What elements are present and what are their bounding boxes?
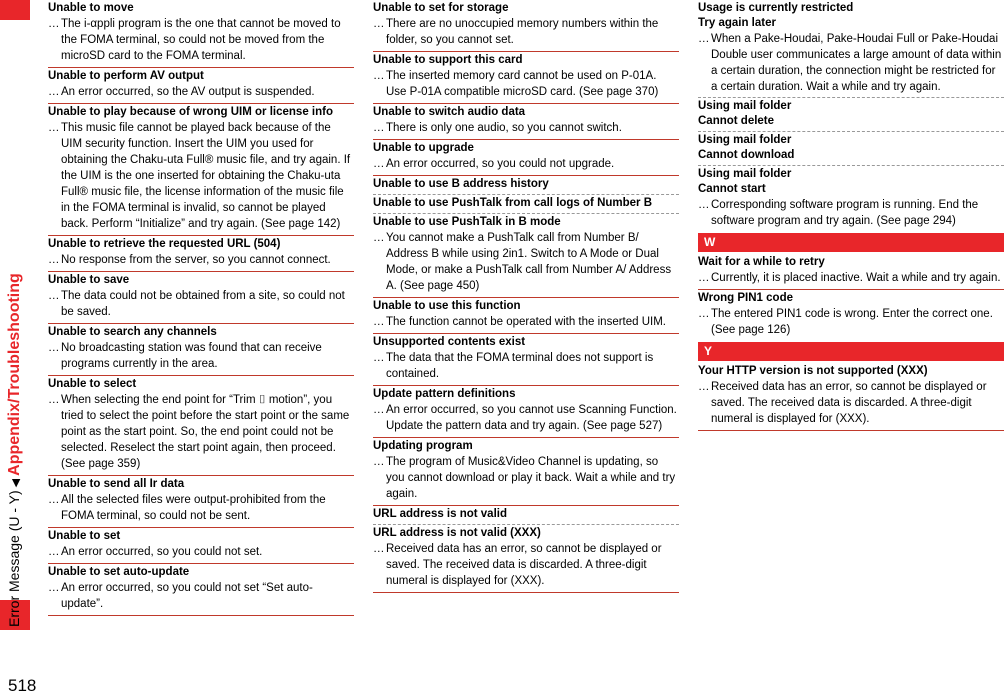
error-entry — [48, 376, 354, 476]
error-entry — [373, 104, 679, 140]
sidebar — [0, 0, 30, 697]
error-title: Unable to use PushTalk from call logs of Number B — [373, 197, 653, 209]
error-title: Unable to support this card — [373, 54, 523, 66]
error-desc: … When selecting the end point for “Trim ⌷ motion”, you tried to select the point before the start point or the same point as the start point. So, the end point could not be selected. Reselect the start point again, then proceed. (See page 359) — [48, 394, 350, 470]
error-desc: … There is only one audio, so you cannot switch. — [373, 122, 622, 134]
error-title: Unable to send all Ir data — [48, 478, 185, 490]
error-title: Unable to use PushTalk in B mode — [373, 216, 561, 228]
column-2 — [373, 0, 679, 593]
error-entry — [698, 132, 1004, 166]
error-desc: … An error occurred, so you could not set “Set auto-update”. — [48, 582, 313, 610]
error-title: Unable to set for storage — [373, 2, 509, 14]
error-desc: … No response from the server, so you cannot connect. — [48, 254, 331, 266]
error-title: Unable to set — [48, 530, 121, 542]
error-entry — [373, 438, 679, 506]
error-desc: … No broadcasting station was found that can receive programs currently in the area. — [48, 342, 322, 370]
error-desc: … An error occurred, so you could not set. — [48, 546, 263, 558]
sidebar-title — [6, 147, 24, 627]
error-entry — [373, 214, 679, 298]
error-entry — [373, 0, 679, 52]
error-title: Cannot delete — [698, 115, 775, 127]
error-desc: … The entered PIN1 code is wrong. Enter the correct one. (See page 126) — [698, 308, 993, 336]
error-desc: … The inserted memory card cannot be used on P-01A. Use P-01A compatible microSD card. (See page 370) — [373, 70, 659, 98]
error-entry — [48, 324, 354, 376]
error-desc: … An error occurred, so you could not upgrade. — [373, 158, 615, 170]
error-title: Unable to use B address history — [373, 178, 549, 190]
error-desc: … All the selected files were output-prohibited from the FOMA terminal, so could not be sent. — [48, 494, 326, 522]
error-entry — [48, 476, 354, 528]
error-title: Try again later — [698, 17, 776, 29]
error-desc: … The function cannot be operated with the inserted UIM. — [373, 316, 666, 328]
error-desc: … This music file cannot be played back because of the UIM security function. Insert the UIM you used for obtaining the Chaku-uta Full® music file, and try again. If the UIM is the one inserted for obtaining the Chaku-uta Full® music file, the license information of the music file in the FOMA terminal is invalid, so cannot be played back. Perform “Initialize” and try again. (See page 142) — [48, 122, 351, 230]
column-3 — [698, 0, 1004, 431]
error-entry — [373, 525, 679, 593]
error-title: URL address is not valid (XXX) — [373, 527, 541, 539]
error-title: Usage is currently restricted — [698, 2, 854, 14]
column-1 — [48, 0, 354, 616]
error-title: Using mail folder — [698, 134, 792, 146]
error-desc: … The data that the FOMA terminal does not support is contained. — [373, 352, 654, 380]
error-entry — [373, 176, 679, 195]
error-entry — [48, 528, 354, 564]
error-entry — [48, 236, 354, 272]
error-desc: … Currently, it is placed inactive. Wait a while and try again. — [698, 272, 1001, 284]
section-header-y: Y — [698, 342, 1004, 361]
error-title: Your HTTP version is not supported (XXX) — [698, 365, 928, 377]
error-entry — [48, 272, 354, 324]
error-entry — [373, 298, 679, 334]
error-entry — [698, 98, 1004, 132]
error-entry — [698, 254, 1004, 290]
error-entry — [698, 0, 1004, 98]
error-desc: … An error occurred, so you cannot use Scanning Function. Update the pattern data and try again. (See page 527) — [373, 404, 677, 432]
error-entry — [698, 363, 1004, 431]
error-entry — [48, 564, 354, 616]
error-title: Updating program — [373, 440, 473, 452]
error-title: Unable to upgrade — [373, 142, 474, 154]
error-title: Update pattern definitions — [373, 388, 516, 400]
error-entry — [373, 195, 679, 214]
error-desc: … You cannot make a PushTalk call from Number B/ Address B while using 2in1. Switch to A Mode or Dual Mode, or make a PushTalk call from Number A/ Address A. (See page 450) — [373, 232, 672, 292]
error-desc: … An error occurred, so the AV output is suspended. — [48, 86, 315, 98]
error-entry — [698, 166, 1004, 232]
error-desc: … The data could not be obtained from a site, so could not be saved. — [48, 290, 345, 318]
error-title: Wait for a while to retry — [698, 256, 825, 268]
error-entry — [48, 68, 354, 104]
sidebar-main-title: Appendix/Troubleshooting — [6, 273, 23, 476]
error-entry — [373, 52, 679, 104]
error-title: Unable to retrieve the requested URL (504) — [48, 238, 281, 250]
error-title: Cannot start — [698, 183, 766, 195]
section-header-w: W — [698, 233, 1004, 252]
error-title: Unable to perform AV output — [48, 70, 204, 82]
error-title: Unable to select — [48, 378, 137, 390]
error-desc: … Received data has an error, so cannot be displayed or saved. The received data is discarded. A three-digit numeral is displayed for (XXX). — [698, 381, 987, 425]
error-entry — [373, 140, 679, 176]
error-desc: … The program of Music&Video Channel is updating, so you cannot download or play it back. Wait a while and try again. — [373, 456, 676, 500]
error-title: Using mail folder — [698, 100, 792, 112]
sidebar-accent-top — [0, 0, 30, 20]
error-entry — [48, 0, 354, 68]
page-number: 518 — [8, 676, 37, 695]
error-entry — [698, 290, 1004, 341]
error-entry — [48, 104, 354, 236]
error-desc: … There are no unoccupied memory numbers within the folder, so you cannot set. — [373, 18, 659, 46]
error-title: Using mail folder — [698, 168, 792, 180]
error-desc: … The i-αppli program is the one that cannot be moved to the FOMA terminal, so could not be moved from the microSD card to the FOMA terminal. — [48, 18, 341, 62]
error-title: URL address is not valid — [373, 508, 507, 520]
error-title: Unable to use this function — [373, 300, 521, 312]
error-entry — [373, 334, 679, 386]
error-title: Unable to switch audio data — [373, 106, 526, 118]
error-title: Wrong PIN1 code — [698, 292, 793, 304]
error-title: Unable to play because of wrong UIM or license info — [48, 106, 333, 118]
error-desc: … Corresponding software program is running. End the software program and try again. (See page 294) — [698, 199, 979, 227]
error-desc: … When a Pake-Houdai, Pake-Houdai Full or Pake-Houdai Double user communicates a large amount of data within a certain duration, the connection might be restricted for a certain duration. Wait a while and try again. — [698, 33, 1002, 93]
error-title: Unable to move — [48, 2, 134, 14]
sidebar-subtitle: Error Message (U - Y) — [6, 490, 22, 627]
error-title: Unable to set auto-update — [48, 566, 190, 578]
error-title: Cannot download — [698, 149, 795, 161]
triangle-icon: ◀ — [10, 478, 22, 488]
error-title: Unable to search any channels — [48, 326, 217, 338]
error-desc: … Received data has an error, so cannot be displayed or saved. The received data is discarded. A three-digit numeral is displayed for (XXX). — [373, 543, 662, 587]
error-entry — [373, 386, 679, 438]
error-title: Unable to save — [48, 274, 130, 286]
error-entry — [373, 506, 679, 525]
error-title: Unsupported contents exist — [373, 336, 526, 348]
